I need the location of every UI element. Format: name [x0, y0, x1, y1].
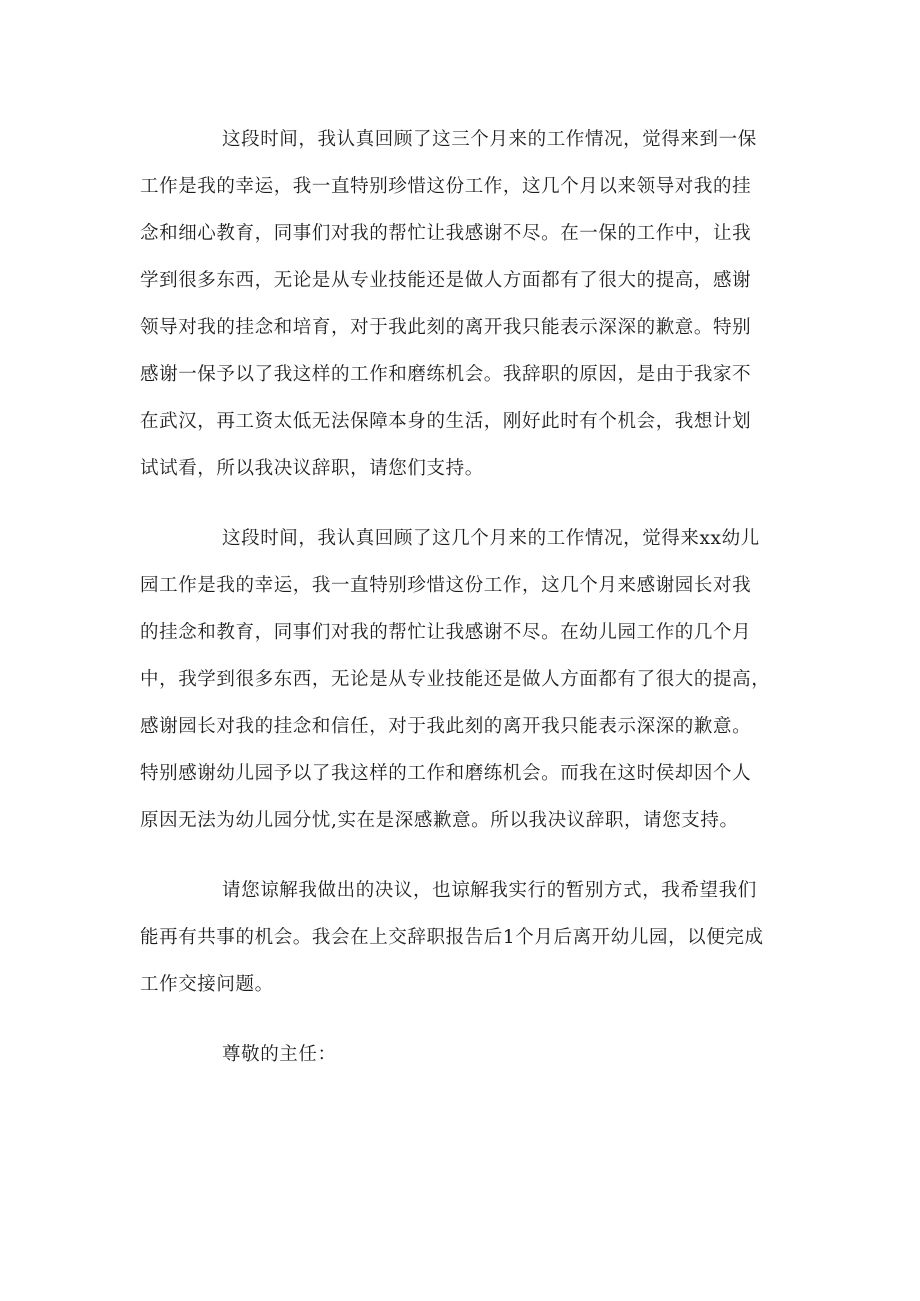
- paragraph-2-line-7: 原因无法为幼儿园分忧,实在是深感歉意。所以我决议辞职，请您支持。: [140, 810, 739, 831]
- paragraph-1-line-4: 学到很多东西，无论是从专业技能还是做人方面都有了很大的提高，感谢: [140, 270, 752, 291]
- paragraph-1-line-6: 感谢一保予以了我这样的工作和磨练机会。我辞职的原因，是由于我家不: [140, 364, 752, 385]
- paragraph-1-line-5: 领导对我的挂念和培育，对于我此刻的离开我只能表示深深的歉意。特别: [140, 317, 752, 338]
- paragraph-2-line-3: 的挂念和教育，同事们对我的帮忙让我感谢不尽。在幼儿园工作的几个月: [140, 622, 752, 643]
- paragraph-1-line-8: 试试看，所以我决议辞职，请您们支持。: [140, 458, 484, 479]
- paragraph-2-line-6: 特别感谢幼儿园予以了我这样的工作和磨练机会。而我在这时侯却因个人: [140, 763, 752, 784]
- paragraph-1-line-7: 在武汉，再工资太低无法保障本身的生活，刚好此时有个机会，我想计划: [140, 411, 752, 432]
- paragraph-1-line-1: 这段时间，我认真回顾了这三个月来的工作情况，觉得来到一保: [222, 129, 757, 150]
- paragraph-2-line-2: 园工作是我的幸运，我一直特别珍惜这份工作，这几个月来感谢园长对我: [140, 575, 752, 596]
- salutation: 尊敬的主任：: [222, 1044, 337, 1065]
- paragraph-3-line-2: 能再有共事的机会。我会在上交辞职报告后1个月后离开幼儿园，以便完成: [140, 927, 764, 948]
- paragraph-3-line-1: 请您谅解我做出的决议，也谅解我实行的暂别方式，我希望我们: [222, 880, 757, 901]
- paragraph-2-line-4: 中，我学到很多东西，无论是从专业技能还是做人方面都有了很大的提高，: [140, 669, 771, 690]
- paragraph-2-line-1: 这段时间，我认真回顾了这几个月来的工作情况，觉得来xx幼儿: [222, 528, 760, 549]
- paragraph-1-line-2: 工作是我的幸运，我一直特别珍惜这份工作，这几个月以来领导对我的挂: [140, 176, 752, 197]
- paragraph-3-line-3: 工作交接问题。: [140, 974, 274, 995]
- paragraph-2-line-5: 感谢园长对我的挂念和信任，对于我此刻的离开我只能表示深深的歉意。: [140, 716, 752, 737]
- paragraph-1-line-3: 念和细心教育，同事们对我的帮忙让我感谢不尽。在一保的工作中，让我: [140, 223, 752, 244]
